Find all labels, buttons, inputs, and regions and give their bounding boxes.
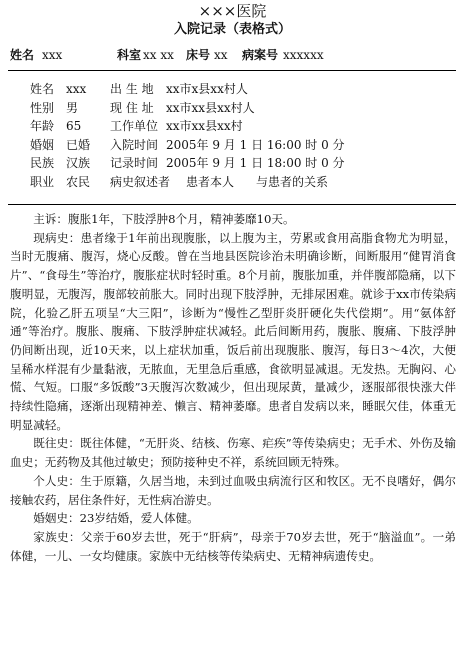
work-unit-value: xx市xx县xx村 xyxy=(166,119,243,133)
bed-value: xx xyxy=(214,48,228,62)
case-number-label: 病案号 xyxy=(242,48,279,62)
info-row xyxy=(30,154,450,173)
info-name-label: 姓名 xyxy=(30,82,55,96)
chief-complaint: 主诉：腹胀1年，下肢浮肿8个月，精神萎靡10天。 xyxy=(33,212,295,226)
bed-label: 床号 xyxy=(186,48,211,62)
info-row xyxy=(30,173,450,192)
gender-label: 性别 xyxy=(30,100,55,115)
occupation-label: 职业 xyxy=(30,174,55,189)
occupation-value: 农民 xyxy=(66,174,91,189)
patient-id-row xyxy=(0,46,465,64)
gender-value: 男 xyxy=(66,100,79,115)
record-title: 入院记录（表格式） xyxy=(173,22,291,37)
case-number-value: xxxxxx xyxy=(283,48,324,62)
age-label: 年龄 xyxy=(30,119,55,133)
work-unit-label: 工作单位 xyxy=(110,119,159,133)
age-value: 65 xyxy=(66,119,82,133)
narrator-label: 病史叙述者 xyxy=(110,174,171,189)
patient-info-block xyxy=(30,80,450,191)
birthplace-value: xx市x县xx村人 xyxy=(166,82,248,96)
info-row xyxy=(30,99,450,118)
address-value: xx市xx县xx村人 xyxy=(166,100,255,115)
ethnicity-label: 民族 xyxy=(30,156,55,170)
dept-label: 科室 xyxy=(117,48,142,62)
medical-history xyxy=(10,210,456,565)
info-row xyxy=(30,136,450,155)
dept-value: xx xx xyxy=(143,48,174,62)
top-divider xyxy=(8,70,456,71)
record-time-label: 记录时间 xyxy=(110,156,159,170)
ethnicity-value: 汉族 xyxy=(66,156,91,170)
name-value: xxx xyxy=(42,48,63,62)
personal-history: 个人史：生于原籍，久居当地，未到过血吸虫病流行区和牧区。无不良嗜好，偶尔接触农药，居住条件好，无性病冶游史。 xyxy=(10,473,456,507)
name-label: 姓名 xyxy=(10,48,35,62)
family-history: 家族史：父亲于60岁去世，死于“肝病”，母亲于70岁去世，死于“脑溢血”。一弟体健，一儿、一女均健康。家族中无结核等传染病史、无精神病遗传史。 xyxy=(10,529,456,563)
present-illness: 现病史：患者缘于1年前出现腹胀，以上腹为主，劳累或食用高脂食物尤为明显，当时无腹痛、腹泻，烧心反酸。曾在当地县医院诊治未明确诊断，间断服用“健胃消食片”、“食母生”等治疗，腹胀症状时轻时重。8个月前，腹胀加重，并伴腹部隐痛，以下腹明显，无腹泻，腹部较前胀大。同时出现下肢浮肿，无排尿困难。就诊于xx市传染病院，化验乙肝五项呈“大三阳”，诊断为“慢性乙型肝炎肝硬化失代偿期”。用“氨体舒通”等治疗。腹胀、腹痛、下肢浮肿症状减轻。此后间断用药，腹胀、腹痛、下肢浮肿仍间断出现，近10天来，以上症状加重，饭后前出现腹胀、腹泻，每日3～4次，大便呈稀水样混有少量黏液，无脓血，无里急后重感，食欲明显减退。无发热。无胸闷、心慌、气短。口服“多饭酸”3天腹泻次数减少，但出现尿黄，量减少，逐服部很快涨大伴持续性隐痛，逐渐出现精神差、懒言、精神萎靡。患者自发病以来，睡眠欠佳，体重无明显减轻。 xyxy=(10,230,456,432)
admission-time-label: 入院时间 xyxy=(110,137,159,152)
marital-label: 婚姻 xyxy=(30,137,55,152)
hospital-name: ×××医院 xyxy=(198,2,267,20)
marital-value: 已婚 xyxy=(66,137,91,152)
marital-history: 婚姻史：23岁结婚，爱人体健。 xyxy=(33,511,199,526)
relation-label: 与患者的关系 xyxy=(256,174,329,189)
address-label: 现 住 址 xyxy=(110,100,154,115)
narrator-value: 患者本人 xyxy=(186,174,235,189)
record-time-value: 2005年 9 月 1 日 18:00 时 0 分 xyxy=(166,156,345,170)
birthplace-label: 出 生 地 xyxy=(110,82,154,96)
info-name-value: xxx xyxy=(66,82,87,96)
middle-divider xyxy=(8,204,456,205)
info-row xyxy=(30,117,450,136)
info-row xyxy=(30,80,450,99)
past-history: 既往史：既往体健，“无肝炎、结核、伤寒、疟疾”等传染病史；无手术、外伤及输血史；无药物及其他过敏史；预防接种史不祥，系统回顾无特殊。 xyxy=(10,436,456,470)
admission-time-value: 2005年 9 月 1 日 16:00 时 0 分 xyxy=(166,137,345,152)
